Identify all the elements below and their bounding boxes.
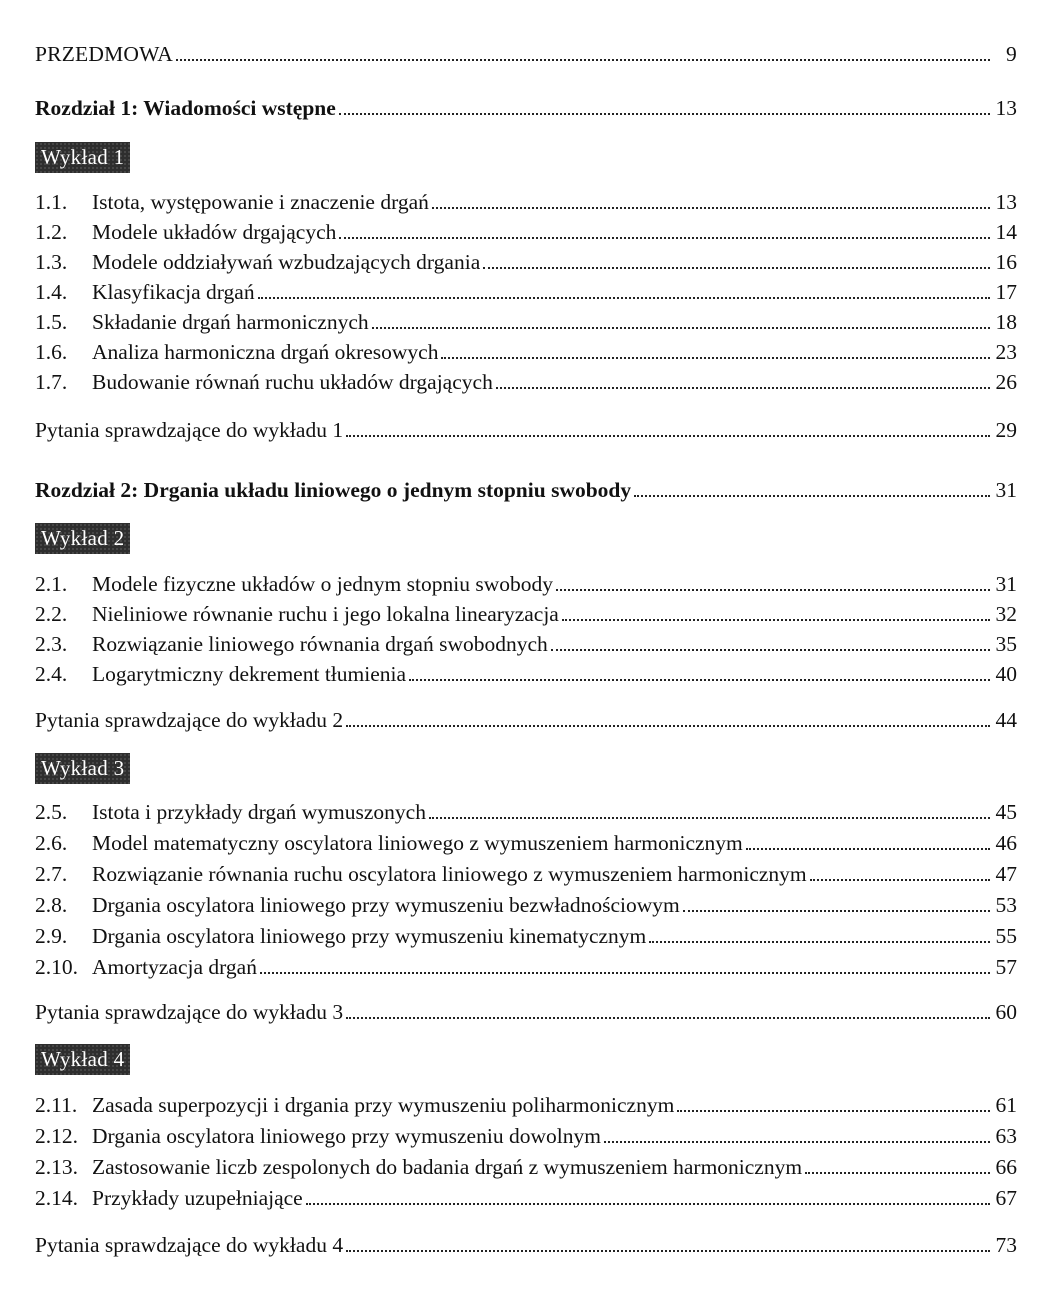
dot-leader bbox=[683, 910, 990, 912]
page-number: 9 bbox=[1006, 42, 1017, 66]
toc-entry bbox=[35, 304, 1017, 334]
dot-leader bbox=[556, 589, 990, 591]
section-number: 2.14. bbox=[35, 1186, 78, 1210]
page-number: 17 bbox=[995, 280, 1017, 304]
page-number: 32 bbox=[995, 602, 1017, 626]
dot-leader bbox=[339, 237, 990, 239]
page-number: 55 bbox=[995, 924, 1017, 948]
toc-entry bbox=[35, 1180, 1017, 1210]
dot-leader bbox=[810, 879, 990, 881]
toc-entry bbox=[35, 887, 1017, 917]
section-number: 2.11. bbox=[35, 1093, 78, 1117]
dot-leader bbox=[496, 387, 990, 389]
toc-entry bbox=[35, 274, 1017, 304]
toc-entry bbox=[35, 596, 1017, 626]
section-title: Rozwiązanie równania ruchu oscylatora liniowego z wymuszeniem harmonicznym bbox=[92, 862, 807, 886]
section-number: 2.12. bbox=[35, 1124, 78, 1148]
section-number: 2.13. bbox=[35, 1155, 78, 1179]
section-title: Klasyfikacja drgań bbox=[92, 280, 255, 304]
dot-leader bbox=[562, 619, 990, 621]
toc-entry bbox=[35, 184, 1017, 214]
dot-leader bbox=[258, 297, 990, 299]
dot-leader bbox=[805, 1172, 990, 1174]
toc-entry bbox=[35, 1087, 1017, 1117]
page-number: 40 bbox=[995, 662, 1017, 686]
section-number: 2.6. bbox=[35, 831, 68, 855]
dot-leader bbox=[346, 1017, 990, 1019]
page-number: 63 bbox=[995, 1124, 1017, 1148]
dot-leader bbox=[409, 679, 990, 681]
dot-leader bbox=[551, 649, 990, 651]
page-number: 57 bbox=[995, 955, 1017, 979]
section-number: 1.7. bbox=[35, 370, 68, 394]
page-number: 23 bbox=[995, 340, 1017, 364]
section-title: Model matematyczny oscylatora liniowego z wymuszeniem harmonicznym bbox=[92, 831, 743, 855]
dot-leader bbox=[346, 435, 990, 437]
page-number: 13 bbox=[995, 96, 1017, 120]
section-title: Amortyzacja drgań bbox=[92, 955, 257, 979]
lecture-1-label: Wykład 1 bbox=[35, 142, 130, 173]
page-number: 13 bbox=[995, 190, 1017, 214]
section-number: 2.5. bbox=[35, 800, 68, 824]
page-number: 35 bbox=[995, 632, 1017, 656]
page-number: 14 bbox=[995, 220, 1017, 244]
dot-leader bbox=[746, 848, 990, 850]
toc-entry bbox=[35, 825, 1017, 855]
toc-chapter-2 bbox=[35, 472, 1017, 502]
toc-entry bbox=[35, 918, 1017, 948]
page-number: 66 bbox=[995, 1155, 1017, 1179]
dot-leader bbox=[306, 1203, 990, 1205]
section-title: Składanie drgań harmonicznych bbox=[92, 310, 369, 334]
toc-entry bbox=[35, 656, 1017, 686]
toc-entry bbox=[35, 626, 1017, 656]
section-number: 2.9. bbox=[35, 924, 68, 948]
page-number: 47 bbox=[995, 862, 1017, 886]
dot-leader bbox=[176, 59, 990, 61]
chapter-title: Rozdział 2: Drgania układu liniowego o jednym stopniu swobody bbox=[35, 478, 632, 502]
toc-questions-4 bbox=[35, 1227, 1017, 1257]
page-number: 61 bbox=[995, 1093, 1017, 1117]
questions-title: Pytania sprawdzające do wykładu 3 bbox=[35, 1000, 344, 1024]
section-title: Istota i przykłady drgań wymuszonych bbox=[92, 800, 426, 824]
page-number: 53 bbox=[995, 893, 1017, 917]
questions-title: Pytania sprawdzające do wykładu 4 bbox=[35, 1233, 344, 1257]
toc-entry bbox=[35, 334, 1017, 364]
toc-entry bbox=[35, 949, 1017, 979]
dot-leader bbox=[432, 207, 990, 209]
toc-questions-3 bbox=[35, 994, 1017, 1024]
section-title: Przykłady uzupełniające bbox=[92, 1186, 303, 1210]
toc-questions-2 bbox=[35, 702, 1017, 732]
toc-entry bbox=[35, 1149, 1017, 1179]
toc-entry bbox=[35, 214, 1017, 244]
section-title: Drgania oscylatora liniowego przy wymuszeniu dowolnym bbox=[92, 1124, 601, 1148]
dot-leader bbox=[429, 817, 990, 819]
toc-entry bbox=[35, 364, 1017, 394]
toc-questions-1 bbox=[35, 412, 1017, 442]
section-number: 2.7. bbox=[35, 862, 68, 886]
section-number: 2.3. bbox=[35, 632, 68, 656]
section-title: Nieliniowe równanie ruchu i jego lokalna linearyzacja bbox=[92, 602, 559, 626]
page-number: 67 bbox=[995, 1186, 1017, 1210]
section-title: Modele układów drgających bbox=[92, 220, 337, 244]
section-number: 1.3. bbox=[35, 250, 68, 274]
lecture-4-label: Wykład 4 bbox=[35, 1044, 130, 1075]
section-title: Modele oddziaływań wzbudzających drgania bbox=[92, 250, 481, 274]
page-number: 31 bbox=[995, 478, 1017, 502]
page-number: 18 bbox=[995, 310, 1017, 334]
section-number: 2.4. bbox=[35, 662, 68, 686]
section-number: 1.5. bbox=[35, 310, 68, 334]
section-title: Zastosowanie liczb zespolonych do badania drgań z wymuszeniem harmonicznym bbox=[92, 1155, 803, 1179]
dot-leader bbox=[634, 495, 990, 497]
lecture-3-label: Wykład 3 bbox=[35, 753, 130, 784]
preface-title: PRZEDMOWA bbox=[35, 42, 173, 66]
dot-leader bbox=[604, 1141, 990, 1143]
toc-preface bbox=[35, 36, 1017, 66]
page-number: 60 bbox=[995, 1000, 1017, 1024]
dot-leader bbox=[483, 267, 990, 269]
dot-leader bbox=[339, 113, 990, 115]
toc-entry bbox=[35, 566, 1017, 596]
section-number: 1.4. bbox=[35, 280, 68, 304]
section-number: 1.1. bbox=[35, 190, 68, 214]
section-number: 2.2. bbox=[35, 602, 68, 626]
page-number: 46 bbox=[995, 831, 1017, 855]
page-number: 31 bbox=[995, 572, 1017, 596]
section-title: Modele fizyczne układów o jednym stopniu swobody bbox=[92, 572, 553, 596]
dot-leader bbox=[346, 725, 990, 727]
page-number: 16 bbox=[995, 250, 1017, 274]
lecture-2-label: Wykład 2 bbox=[35, 523, 130, 554]
dot-leader bbox=[346, 1250, 990, 1252]
section-title: Logarytmiczny dekrement tłumienia bbox=[92, 662, 407, 686]
section-number: 2.1. bbox=[35, 572, 68, 596]
section-number: 2.8. bbox=[35, 893, 68, 917]
section-title: Drgania oscylatora liniowego przy wymuszeniu bezwładnościowym bbox=[92, 893, 680, 917]
section-title: Zasada superpozycji i drgania przy wymuszeniu poliharmonicznym bbox=[92, 1093, 675, 1117]
chapter-title: Rozdział 1: Wiadomości wstępne bbox=[35, 96, 336, 120]
toc-entry bbox=[35, 1118, 1017, 1148]
dot-leader bbox=[677, 1110, 990, 1112]
dot-leader bbox=[260, 972, 990, 974]
section-number: 1.6. bbox=[35, 340, 68, 364]
questions-title: Pytania sprawdzające do wykładu 2 bbox=[35, 708, 344, 732]
dot-leader bbox=[441, 357, 990, 359]
section-title: Rozwiązanie liniowego równania drgań swobodnych bbox=[92, 632, 548, 656]
section-title: Drgania oscylatora liniowego przy wymuszeniu kinematycznym bbox=[92, 924, 647, 948]
toc-entry bbox=[35, 244, 1017, 274]
dot-leader bbox=[372, 327, 990, 329]
toc-entry bbox=[35, 794, 1017, 824]
section-title: Istota, występowanie i znaczenie drgań bbox=[92, 190, 429, 214]
toc-entry bbox=[35, 856, 1017, 886]
page-number: 26 bbox=[995, 370, 1017, 394]
page-number: 44 bbox=[995, 708, 1017, 732]
toc-chapter-1 bbox=[35, 90, 1017, 120]
dot-leader bbox=[649, 941, 990, 943]
page-number: 73 bbox=[995, 1233, 1017, 1257]
page-number: 29 bbox=[995, 418, 1017, 442]
questions-title: Pytania sprawdzające do wykładu 1 bbox=[35, 418, 344, 442]
section-title: Analiza harmoniczna drgań okresowych bbox=[92, 340, 439, 364]
section-title: Budowanie równań ruchu układów drgających bbox=[92, 370, 493, 394]
section-number: 1.2. bbox=[35, 220, 68, 244]
section-number: 2.10. bbox=[35, 955, 78, 979]
page-number: 45 bbox=[995, 800, 1017, 824]
